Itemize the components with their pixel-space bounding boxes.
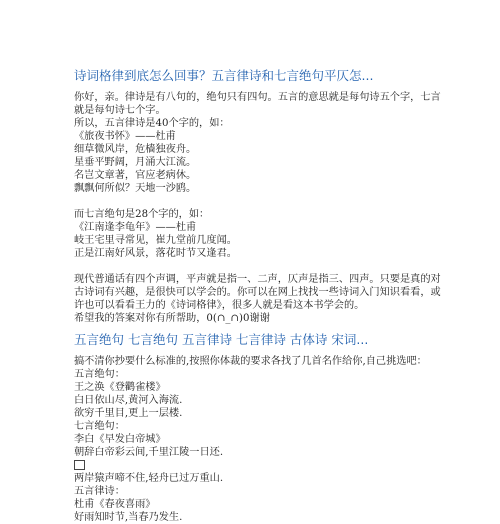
- paragraph-line: 而七言绝句是28个字的，如：: [74, 209, 210, 220]
- poem-line: 两岸猿声啼不住,轻舟已过万重山.: [74, 473, 224, 484]
- poem-title: 杜甫《春夜喜雨》: [74, 499, 156, 510]
- paragraph-line: 搞不清你抄要什么标准的,按照你体裁的要求各找了几首名作给你,自己挑选吧：: [74, 356, 427, 367]
- poem-line: 朝辞白帝彩云间,千里江陵一日还.: [74, 447, 224, 458]
- paragraph-line: 希望我的答案对你有所帮助，0(∩_∩)0谢谢: [74, 313, 270, 324]
- poem-line: 细草微风岸，危樯独夜舟。: [74, 144, 197, 155]
- poem-line: 名岂文章著，官应老病休。: [74, 170, 197, 181]
- poem-line: 正是江南好风景，落花时节又逢君。: [74, 248, 237, 259]
- poem-title: 《旅夜书怀》——杜甫: [74, 131, 176, 142]
- form-label: 七言绝句：: [74, 421, 125, 432]
- poem-line: 星垂平野阔，月涌大江流。: [74, 157, 197, 168]
- paragraph-line: 许也可以看看王力的《诗词格律》，很多人就是看这本书学会的。: [74, 300, 365, 311]
- form-label: 五言律诗：: [74, 486, 125, 497]
- paragraph-line: 古诗词有兴趣，是很快可以学会的。你可以在网上找找一些诗词入门知识看看，或: [74, 287, 441, 298]
- missing-glyph-line: [74, 459, 85, 472]
- paragraph-line: 就是每句诗七个字。: [74, 105, 166, 116]
- form-label: 五言绝句：: [74, 369, 125, 380]
- poem-title: 王之涣《登鹳雀楼》: [74, 382, 166, 393]
- poem-line: 欲穷千里目,更上一层楼.: [74, 408, 183, 419]
- poem-line: 岐王宅里寻常见，崔九堂前几度闻。: [74, 235, 237, 246]
- poem-line: 好雨知时节,当春乃发生.: [74, 512, 183, 523]
- section-title-poetry-meter[interactable]: 诗词格律到底怎么回事？五言律诗和七言绝句平仄怎...: [74, 68, 374, 83]
- poem-title: 李白《早发白帝城》: [74, 434, 166, 445]
- paragraph-line: 你好，亲。律诗是有八句的，绝句只有四句。五言的意思就是每句诗五个字，七言: [74, 92, 441, 103]
- section-title-poem-forms[interactable]: 五言绝句 七言绝句 五言律诗 七言律诗 古体诗 宋词...: [74, 332, 369, 347]
- paragraph-line: 现代普通话有四个声调，平声就是指一、二声，仄声是指三、四声。只要是真的对: [74, 274, 441, 285]
- paragraph-line: 所以，五言律诗是40个字的，如：: [74, 118, 230, 129]
- document-page: [74, 0, 474, 523]
- poem-line: 白日依山尽,黄河入海流.: [74, 395, 183, 406]
- missing-glyph-icon: [74, 460, 85, 470]
- poem-line: 飘飘何所似？天地一沙鸥。: [74, 183, 197, 194]
- poem-title: 《江南逢李龟年》——杜甫: [74, 222, 197, 233]
